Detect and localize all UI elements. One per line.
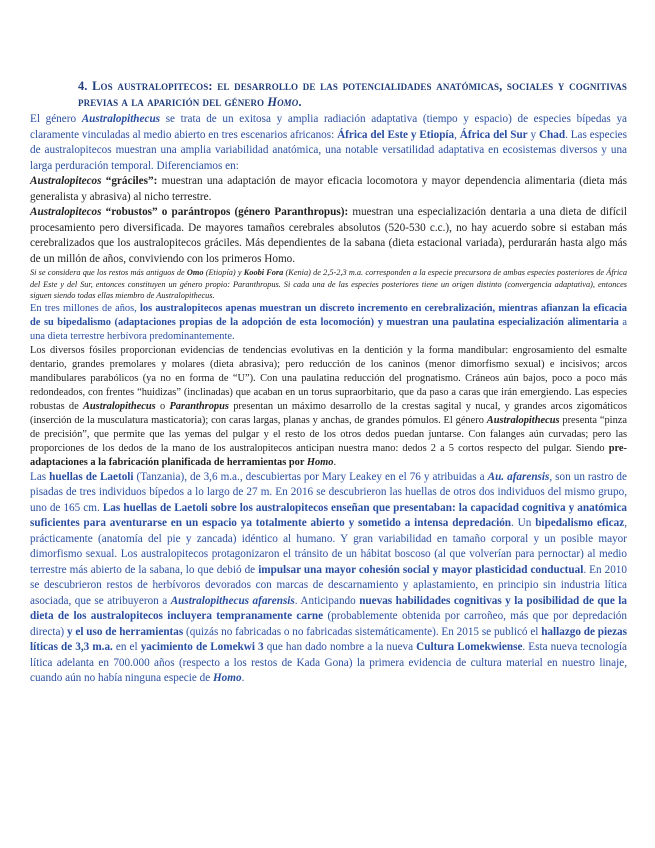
section-heading bbox=[78, 78, 627, 110]
heading-genus: Homo bbox=[267, 95, 299, 109]
term: y el uso de herramientas bbox=[66, 625, 184, 638]
term: Omo bbox=[186, 268, 204, 277]
text: Las bbox=[30, 470, 50, 483]
text: o bbox=[155, 400, 170, 412]
term: Australopitecos bbox=[30, 175, 102, 187]
paragraph-genus-intro bbox=[30, 112, 627, 174]
text: muestran una adaptación de mayor eficacia locomotora y mayor dependencia alimentaria (dieta más generalista y abrasiva) al nicho terrestre. bbox=[30, 175, 627, 203]
text: en el bbox=[112, 641, 141, 653]
text: (Kenia) de 2,5-2,3 m.a. corresponden a la especie precursora de ambas especies posteriores de África del Este y del Sur, entonces constituyen un género propio: Paranthropus. Si cada una de las especies posteriores tiene un origen distinto (convergencia adaptativa), entonces siguen siendo todas ellas miembro de Australopithecus. bbox=[30, 268, 628, 300]
text: En tres millones de años, bbox=[30, 302, 140, 314]
footnote-paranthropus bbox=[30, 267, 627, 302]
text: a una dieta terrestre herbívora predominantemente. bbox=[30, 316, 627, 342]
text: . Las especies de australopitecos muestran una amplia variabilidad anatómica, una notable versatilidad adaptativa en ecosistemas diversos y una larga perduración temporal. Diferenciamos en: bbox=[30, 128, 628, 172]
term: Australopithecus bbox=[486, 414, 560, 426]
heading-end: . bbox=[298, 95, 302, 109]
term: huellas de Laetoli bbox=[49, 470, 134, 483]
term: Australopithecus afarensis bbox=[170, 594, 295, 607]
term: pre-adaptaciones a la fabricación planificada de herramientas por bbox=[30, 442, 627, 468]
text: presentan un máximo desarrollo de la crestas sagital y nucal, y grandes arcos zigomáticos (inserción de la musculatura masticatoria); con caras largas, planas y anchas, de grandes pómulos. El género bbox=[30, 400, 628, 426]
text: . bbox=[333, 456, 337, 468]
term: Homo bbox=[306, 456, 334, 468]
term: nuevas habilidades cognitivas y la posibilidad de que la dieta de los australopitecos incluyera tempranamente carne bbox=[30, 594, 627, 622]
term: Chad bbox=[538, 128, 566, 141]
term: hallazgo de piezas líticas de 3,3 m.a. bbox=[30, 625, 627, 653]
term: Au. afarensis bbox=[487, 470, 550, 483]
text: (Tanzania), de 3,6 m.a., descubiertas por Mary Leakey en el 76 y atribuidas a bbox=[133, 470, 488, 483]
text: presenta “pinza de precisión”, que permite que las yemas del pulgar y el resto de los otros dedos puedan juntarse. Con falanges aún curvadas; pero las proporciones de los dedos de la mano de los australopitecos anticipan nuestra mano: dedos 2 a 5 cortos respecto del pulgar. Siendo bbox=[30, 414, 627, 454]
text: (quizás no fabricadas o no fabricadas sistemáticamente). En 2015 se publicó el bbox=[183, 625, 542, 638]
term: Australopithecus bbox=[81, 113, 161, 125]
text: y bbox=[527, 128, 539, 141]
term: Las huellas de Laetoli sobre los australopitecos enseñan que presentaban: la capacidad cognitiva y anatómica suficientes para aventurarse en un espacio ya totalmente abierto y sometido a intensa depredación bbox=[30, 501, 627, 529]
paragraph-robustos bbox=[30, 205, 627, 267]
text: . Anticipando bbox=[294, 594, 360, 607]
term: Paranthropus bbox=[169, 400, 229, 412]
text: muestran una especialización dentaria a una dieta de difícil procesamiento pero diversificada. De mayores tamaños cerebrales absolutos (520-530 c.c.), no hay acuerdo sobre si estaban más cerebralizados que los australopitecos gráciles. Más dependientes de la sabana (dieta estacional variada), perdurarán hasta algo más de un millón de años, conviviendo con los primeros Homo. bbox=[30, 206, 627, 265]
text: que han dado nombre a la nueva bbox=[263, 641, 417, 653]
text: . bbox=[241, 672, 245, 684]
text: , son un rastro de pisadas de tres individuos bípedos a lo largo de 27 m. En 2016 se descubrieron las huellas de otros dos individuos del mismo grupo, uno de 165 cm. bbox=[30, 470, 627, 514]
text: , prácticamente (anatomía del pie y zancada) idéntico al humano. Y gran variabilidad en tamaño corporal y un posible mayor dimorfismo sexual. Los australopitecos protagonizaron el tránsito de un hábitat boscoso (al que volverían para pernoctar) al medio terrestre más abierto de la sabana, lo que debió de bbox=[30, 517, 627, 576]
text: . En 2010 se descubrieron restos de herbívoros devorados con marcas de descarnamiento y aplastamiento, en principio sin industria lítica asociada, que se atribuyeron a bbox=[30, 563, 627, 607]
term: África del Sur bbox=[459, 128, 528, 141]
text: El género bbox=[30, 113, 82, 125]
term: Homo bbox=[212, 672, 242, 684]
paragraph-fossil-evidence bbox=[30, 344, 627, 470]
text: . Un bbox=[511, 517, 536, 529]
term: “gráciles”: bbox=[101, 175, 158, 187]
text: (probablemente obtenida por carroñeo, más que por depredación directa) bbox=[30, 610, 627, 638]
term: bipedalismo eficaz bbox=[535, 517, 625, 529]
text: , bbox=[454, 128, 460, 141]
term: Australopitecos bbox=[30, 206, 102, 218]
term: Cultura Lomekwiense bbox=[416, 641, 523, 653]
text: . Esta nueva tecnología lítica adelanta en 700.000 años (respecto a los restos de Kada Gona) la primera evidencia de cultura material en nuestro linaje, cuando aún no había ninguna especie de bbox=[30, 641, 627, 684]
text: Los diversos fósiles proporcionan evidencias de tendencias evolutivas en la dentición y la forma mandibular: engrosamiento del esmalte dentario, grandes premolares y molares (dieta abrasiva); pero reducción de los caninos (menor dimorfismo sexual) e incisivos; arcos mandibulares parabólicos (ya no en forma de “U”). Con una paulatina reducción del prognatismo. Cráneos aún bajos, poco a poco más redondeados, con frentes “huidizas” (inclinadas) que acaban en un torus supraorbitario, que da paso a caras que irán emergiendo. Las especies robustas de bbox=[30, 344, 627, 412]
term: Australopithecus bbox=[82, 400, 156, 412]
term: los australopitecos apenas muestran un discreto incremento en cerebralización, mientras afianzan la eficacia de su bipedalismo (adaptaciones propias de la adopción de esta locomoción) y muestran una paulatina especialización alimentaria bbox=[30, 302, 627, 328]
paragraph-graciles bbox=[30, 174, 627, 205]
term: impulsar una mayor cohesión social y mayor plasticidad conductual bbox=[258, 563, 584, 576]
paragraph-three-million-years bbox=[30, 302, 627, 344]
paragraph-laetoli bbox=[30, 470, 627, 687]
heading-text: 4. Los australopitecos: el desarrollo de las potencialidades anatómicas, sociales y cognitivas previas a la aparición del género bbox=[78, 79, 627, 109]
term: “robustos” o parántropos (género Paranthropus): bbox=[101, 206, 349, 218]
text: (Etiopía) y bbox=[203, 268, 244, 277]
term: yacimiento de Lomekwi 3 bbox=[140, 641, 264, 653]
term: Koobi Fora bbox=[243, 268, 284, 277]
text: Si se considera que los restos más antiguos de bbox=[30, 268, 187, 277]
text: se trata de un exitosa y amplia radiación adaptativa (tiempo y espacio) de especies bípedas ya claramente vinculadas al medio abierto en tres escenarios africanos: bbox=[30, 113, 627, 141]
term: África del Este y Etiopía bbox=[337, 128, 455, 141]
